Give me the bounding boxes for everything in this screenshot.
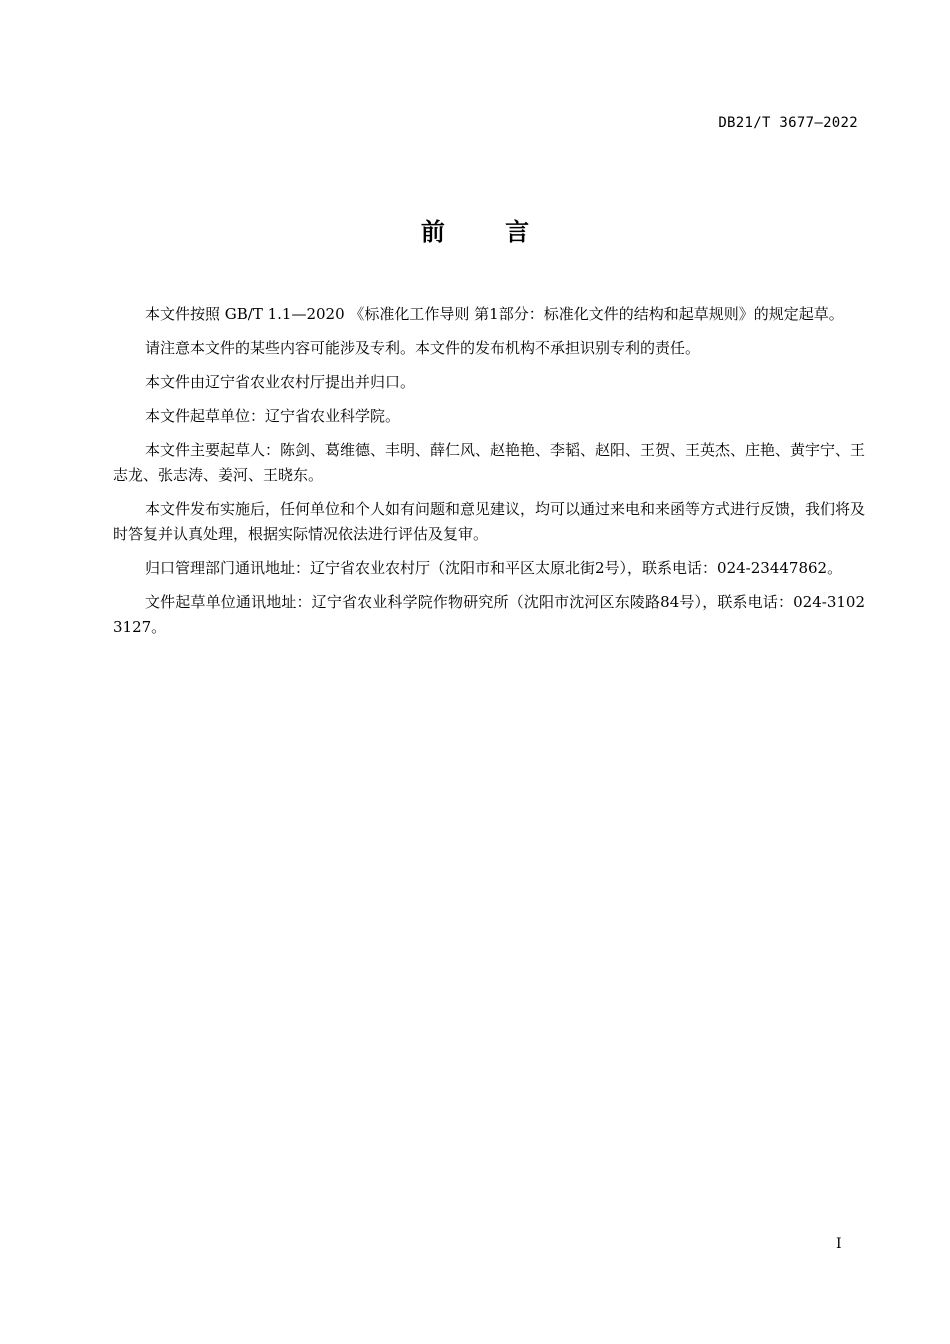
document-code: DB21/T 3677—2022 [718, 115, 858, 131]
paragraph-drafting-rules: 本文件按照 GB/T 1.1—2020 《标准化工作导则 第1部分：标准化文件的结构和起草规则》的规定起草。 [145, 305, 844, 323]
foreword-body [113, 302, 865, 649]
paragraph-management-contact: 归口管理部门通讯地址：辽宁省农业农村厅（沈阳市和平区太原北街2号），联系电话：024-23447862。 [145, 559, 843, 577]
paragraph-drafter-contact: 文件起草单位通讯地址：辽宁省农业科学院作物研究所（沈阳市沈河区东陵路84号），联系电话：024-31023127。 [113, 593, 865, 636]
page-title: 前 言 [420, 218, 556, 246]
paragraph-proposer: 本文件由辽宁省农业农村厅提出并归口。 [145, 373, 416, 391]
paragraph-drafters: 本文件主要起草人：陈剑、葛维德、丰明、薛仁风、赵艳艳、李韬、赵阳、王贺、王英杰、庄艳、黄宇宁、王志龙、张志涛、姜河、王晓东。 [113, 441, 866, 484]
page-number: I [836, 1236, 842, 1252]
paragraph-patent-notice: 请注意本文件的某些内容可能涉及专利。本文件的发布机构不承担识别专利的责任。 [145, 339, 701, 357]
paragraph-drafting-unit: 本文件起草单位：辽宁省农业科学院。 [145, 407, 401, 425]
paragraph-feedback: 本文件发布实施后，任何单位和个人如有问题和意见建议，均可以通过来电和来函等方式进行反馈，我们将及时答复并认真处理，根据实际情况依法进行评估及复审。 [113, 500, 866, 543]
